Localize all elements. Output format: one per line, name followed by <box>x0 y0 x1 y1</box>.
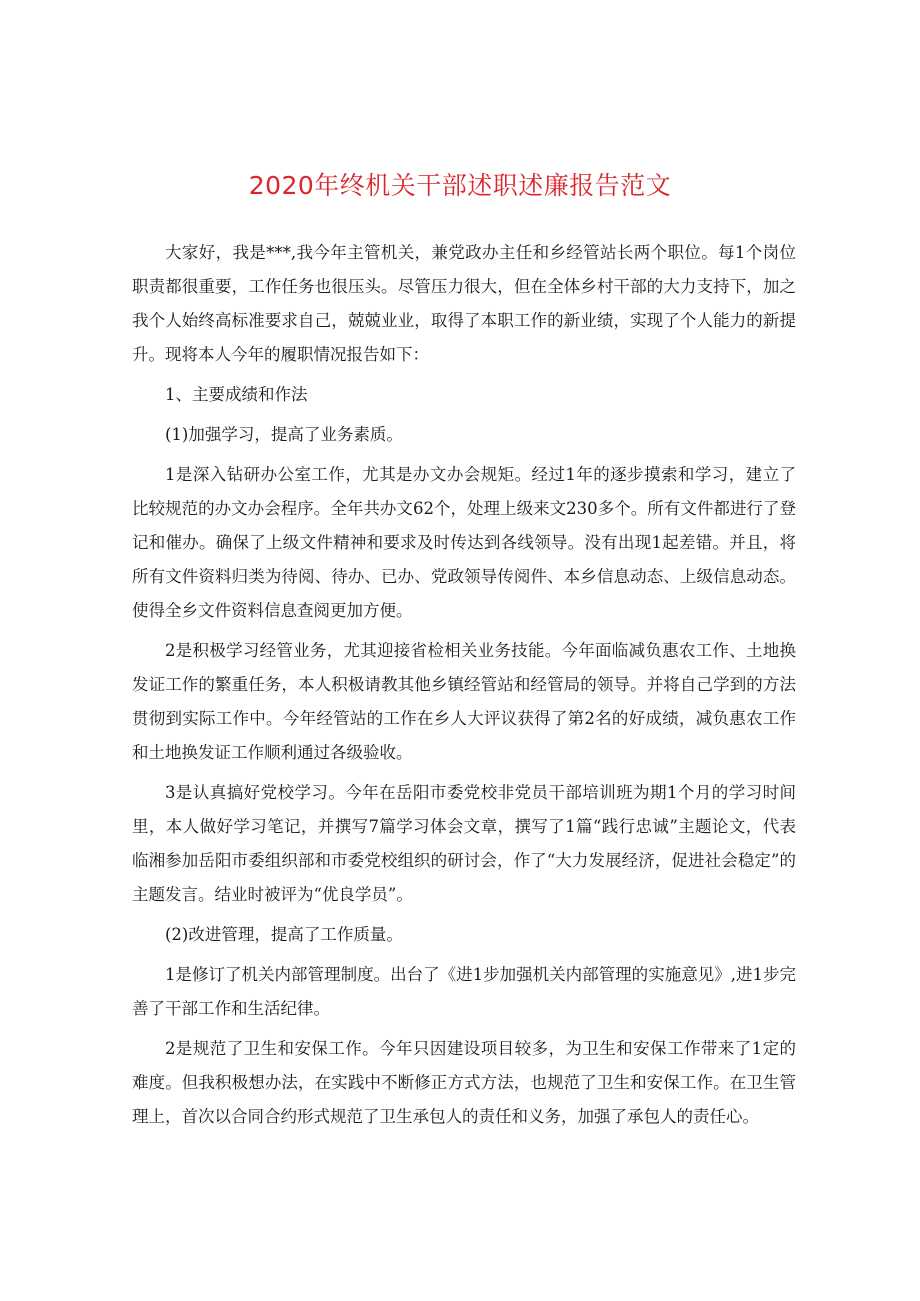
document-body <box>132 236 796 1140</box>
paragraph-office-work: 1是深入钻研办公室工作，尤其是办文办会规矩。经过1年的逐步摸索和学习，建立了比较规范的办文办会程序。全年共办文62个，处理上级来文230多个。所有文件都进行了登记和催办。确保了上级文件精神和要求及时传达到各线领导。没有出现1起差错。并且，将所有文件资料归类为待阅、待办、已办、党政领导传阅件、本乡信息动态、上级信息动态。使得全乡文件资料信息查阅更加方便。 <box>132 465 796 620</box>
subheading-study: (1)加强学习，提高了业务素质。 <box>165 425 403 444</box>
paragraph-management-business: 2是积极学习经管业务，尤其迎接省检相关业务技能。今年面临减负惠农工作、土地换发证工作的繁重任务，本人积极请教其他乡镇经管站和经管局的领导。并将自己学到的方法贯彻到实际工作中。今年经管站的工作在乡人大评议获得了第2名的好成绩，减负惠农工作和土地换发证工作顺利通过各级验收。 <box>132 641 796 762</box>
document-title: 2020年终机关干部述职述廉报告范文 <box>248 171 672 200</box>
paragraph-party-school: 3是认真搞好党校学习。今年在岳阳市委党校非党员干部培训班为期1个月的学习时间里，本人做好学习笔记，并撰写7篇学习体会文章，撰写了1篇“践行忠诚”主题论文，代表临湘参加岳阳市委组织部和市委党校组织的研讨会，作了“大力发展经济，促进社会稳定”的主题发言。结业时被评为“优良学员”。 <box>132 783 796 904</box>
paragraph-internal-rules: 1是修订了机关内部管理制度。出台了《进1步加强机关内部管理的实施意见》,进1步完善了干部工作和生活纪律。 <box>132 965 796 1018</box>
paragraph-hygiene-security: 2是规范了卫生和安保工作。今年只因建设项目较多，为卫生和安保工作带来了1定的难度。但我积极想办法，在实践中不断修正方式方法，也规范了卫生和安保工作。在卫生管理上，首次以合同合约形式规范了卫生承包人的责任和义务，加强了承包人的责任心。 <box>132 1039 796 1126</box>
section-heading-achievements: 1、主要成绩和作法 <box>165 385 308 404</box>
subheading-management: (2)改进管理，提高了工作质量。 <box>165 925 403 944</box>
paragraph-intro: 大家好，我是***,我今年主管机关，兼党政办主任和乡经管站长两个职位。每1个岗位职责都很重要，工作任务也很压头。尽管压力很大，但在全体乡村干部的大力支持下，加之我个人始终高标准要求自己，兢兢业业，取得了本职工作的新业绩，实现了个人能力的新提升。现将本人今年的履职情况报告如下： <box>132 243 796 364</box>
